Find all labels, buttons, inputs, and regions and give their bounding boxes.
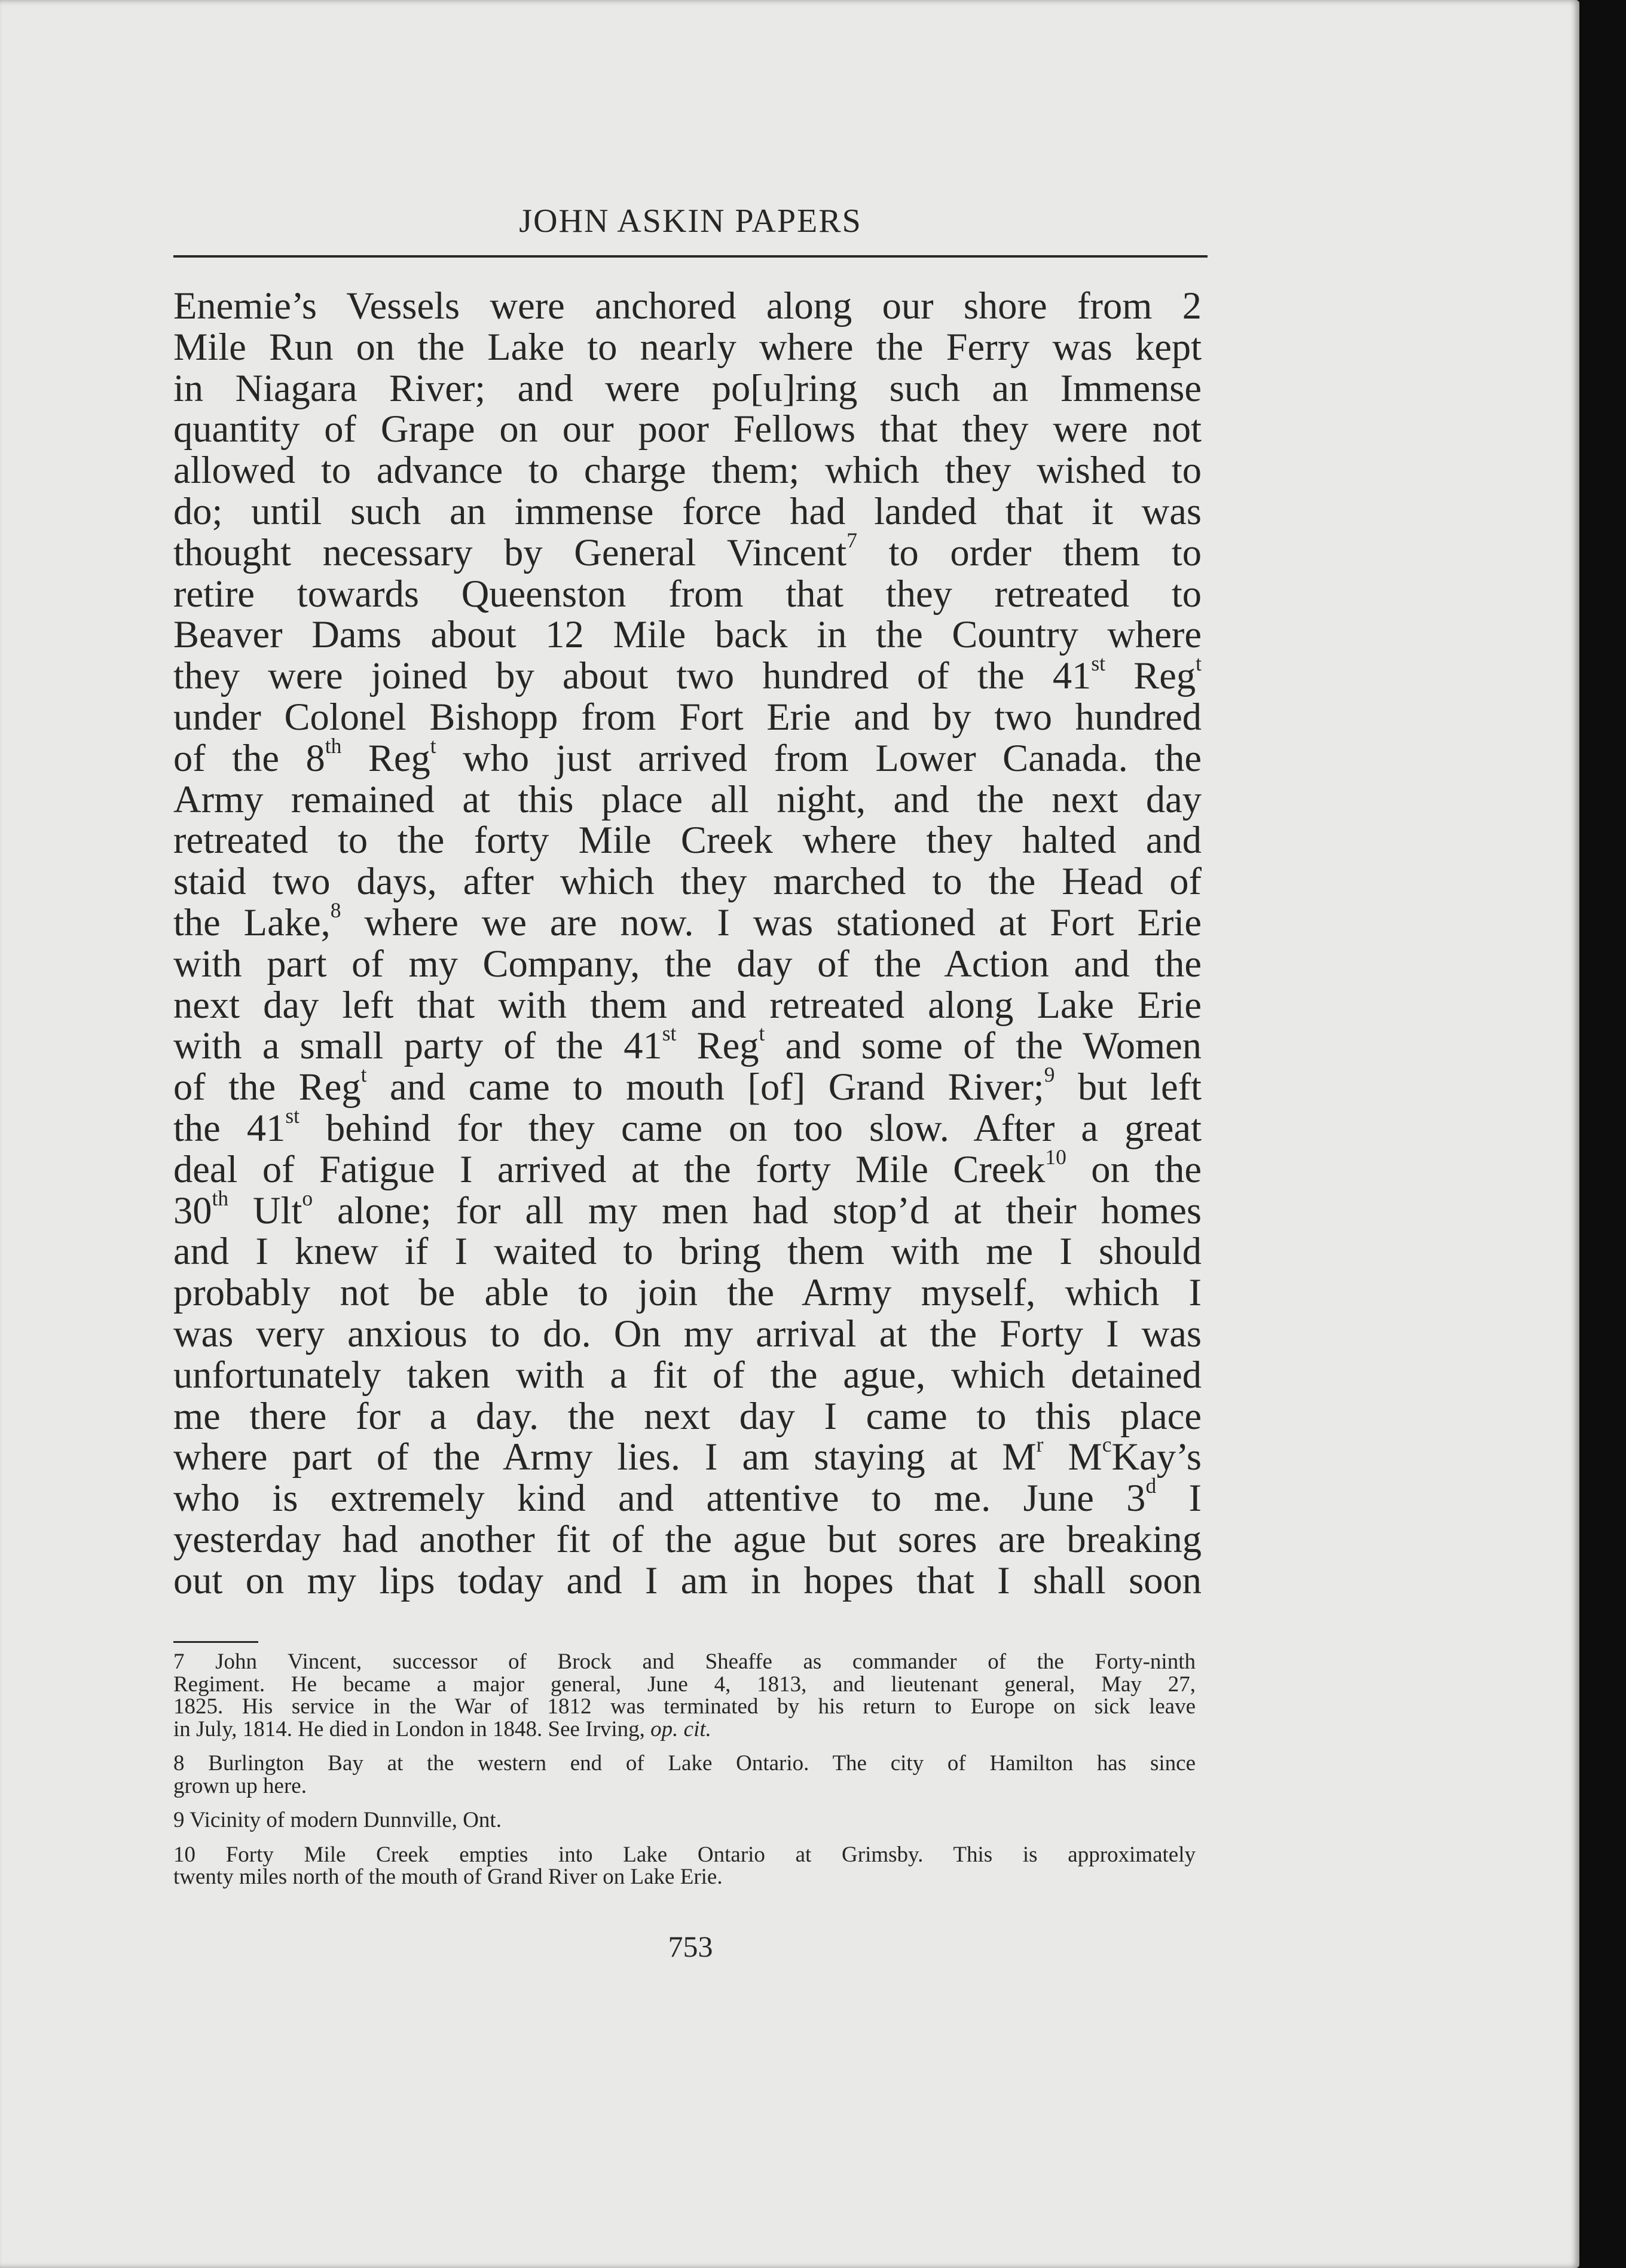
body-line: and I knew if I waited to bring them with me I should bbox=[173, 1230, 1202, 1273]
body-line: out on my lips today and I am in hopes that I shall soon bbox=[173, 1559, 1202, 1602]
footnote-line: grown up here. bbox=[173, 1773, 307, 1798]
superscript: st bbox=[285, 1103, 300, 1128]
superscript: t bbox=[360, 1063, 367, 1086]
body-line: Beaver Dams about 12 Mile back in the Country where bbox=[173, 613, 1202, 656]
body-line: next day left that with them and retreated along Lake Erie bbox=[173, 983, 1202, 1026]
superscript: th bbox=[212, 1186, 229, 1210]
body-line: retire towards Queenston from that they retreated to bbox=[173, 572, 1202, 615]
body-line: yesterday had another fit of the ague but sores are breaking bbox=[173, 1517, 1202, 1560]
footnote-line: Regiment. He became a major general, June 4, 1813, and lieutenant general, May 27, bbox=[173, 1672, 1196, 1697]
body-line: of the Reg$^t$ and came to mouth [of] Grand River;$^9$ but left bbox=[173, 1063, 1202, 1109]
body-line: who is extremely kind and attentive to me. June 3$^d$ I bbox=[173, 1473, 1202, 1520]
footnote-line: twenty miles north of the mouth of Grand River on Lake Erie. bbox=[173, 1865, 723, 1889]
body-line: with part of my Company, the day of the Action and the bbox=[173, 942, 1202, 985]
body-line: retreated to the forty Mile Creek where they halted and bbox=[173, 819, 1202, 862]
body-line: under Colonel Bishopp from Fort Erie and by two hundred bbox=[173, 695, 1202, 738]
footnotes bbox=[173, 1651, 1196, 1900]
body-line: the Lake,$^8$ where we are now. I was stationed at Fort Erie bbox=[173, 898, 1202, 944]
footnote bbox=[173, 1752, 1196, 1797]
body-line: in Niagara River; and were po[u]ring such an Immense bbox=[173, 366, 1202, 409]
superscript: 9 bbox=[1044, 1063, 1055, 1086]
body-line: with a small party of the 41st Reg$^t$ and some of the Women bbox=[173, 1021, 1202, 1067]
superscript: st bbox=[1091, 651, 1106, 676]
footnote-line: 7 John Vincent, successor of Brock and Sheaffe as commander of the Forty-ninth bbox=[173, 1649, 1196, 1674]
body-line: quantity of Grape on our poor Fellows that they were not bbox=[173, 408, 1202, 451]
superscript: 7 bbox=[846, 528, 857, 552]
body-line: unfortunately taken with a fit of the ague, which detained bbox=[173, 1353, 1202, 1396]
superscript: t bbox=[1196, 651, 1202, 676]
footnote-rule bbox=[173, 1641, 258, 1643]
body-line: allowed to advance to charge them; which they wished to bbox=[173, 449, 1202, 492]
superscript: d bbox=[1145, 1473, 1157, 1498]
body-line: deal of Fatigue I arrived at the forty Mile Creek$^{10}$ on the bbox=[173, 1144, 1202, 1190]
italic-citation: op. cit. bbox=[650, 1716, 711, 1741]
superscript: th bbox=[325, 733, 342, 758]
footnote-line: 10 Forty Mile Creek empties into Lake Ontario at Grimsby. This is approximately bbox=[173, 1842, 1196, 1867]
body-line: Mile Run on the Lake to nearly where the Ferry was kept bbox=[173, 325, 1202, 368]
footnote-line: 9 Vicinity of modern Dunnville, Ont. bbox=[173, 1808, 502, 1832]
footnote-line: 1825. His service in the War of 1812 was terminated by his return to Europe on sick leave bbox=[173, 1694, 1196, 1719]
body-line: they were joined by about two hundred of the 41st Reg$^t$ bbox=[173, 651, 1202, 697]
footnote bbox=[173, 1809, 1196, 1832]
superscript: st bbox=[662, 1021, 677, 1046]
page-number: 753 bbox=[668, 1930, 713, 1963]
footnote-line: in July, 1814. He died in London in 1848. See Irving, op. cit. bbox=[173, 1716, 711, 1741]
footnote bbox=[173, 1651, 1196, 1740]
body-line: me there for a day. the next day I came to this place bbox=[173, 1394, 1202, 1437]
body-line: where part of the Army lies. I am staying at $M^r$ $M^cKay’s$ bbox=[173, 1433, 1202, 1479]
superscript: t bbox=[759, 1021, 765, 1046]
superscript: t bbox=[430, 733, 436, 758]
body-line: do; until such an immense force had landed that it was bbox=[173, 489, 1202, 532]
body-line: the 41st behind for they came on too slow. After a great bbox=[173, 1103, 1202, 1149]
body-line: thought necessary by General Vincent$^7$ to order them to bbox=[173, 528, 1202, 574]
body-text bbox=[173, 286, 1202, 1602]
body-line: 30th Ult$^o$ alone; for all my men had stop’d at their homes bbox=[173, 1186, 1202, 1232]
header-rule bbox=[173, 255, 1208, 258]
superscript: c bbox=[1102, 1433, 1112, 1457]
superscript: r bbox=[1036, 1433, 1044, 1457]
superscript: 8 bbox=[330, 898, 341, 922]
body-line: Army remained at this place all night, and the next day bbox=[173, 778, 1202, 821]
footnote bbox=[173, 1844, 1196, 1889]
body-line: of the 8th Reg$^t$ who just arrived from Lower Canada. the bbox=[173, 733, 1202, 779]
body-line: was very anxious to do. On my arrival at the Forty I was bbox=[173, 1312, 1202, 1355]
footnote-line: 8 Burlington Bay at the western end of Lake Ontario. The city of Hamilton has since bbox=[173, 1751, 1196, 1776]
superscript: 10 bbox=[1045, 1144, 1066, 1169]
superscript: o bbox=[302, 1186, 313, 1210]
running-header: JOHN ASKIN PAPERS bbox=[519, 203, 862, 240]
body-line: probably not be able to join the Army myself, which I bbox=[173, 1271, 1202, 1314]
body-line: staid two days, after which they marched to the Head of bbox=[173, 860, 1202, 903]
body-line: Enemie’s Vessels were anchored along our shore from 2 bbox=[173, 284, 1202, 327]
